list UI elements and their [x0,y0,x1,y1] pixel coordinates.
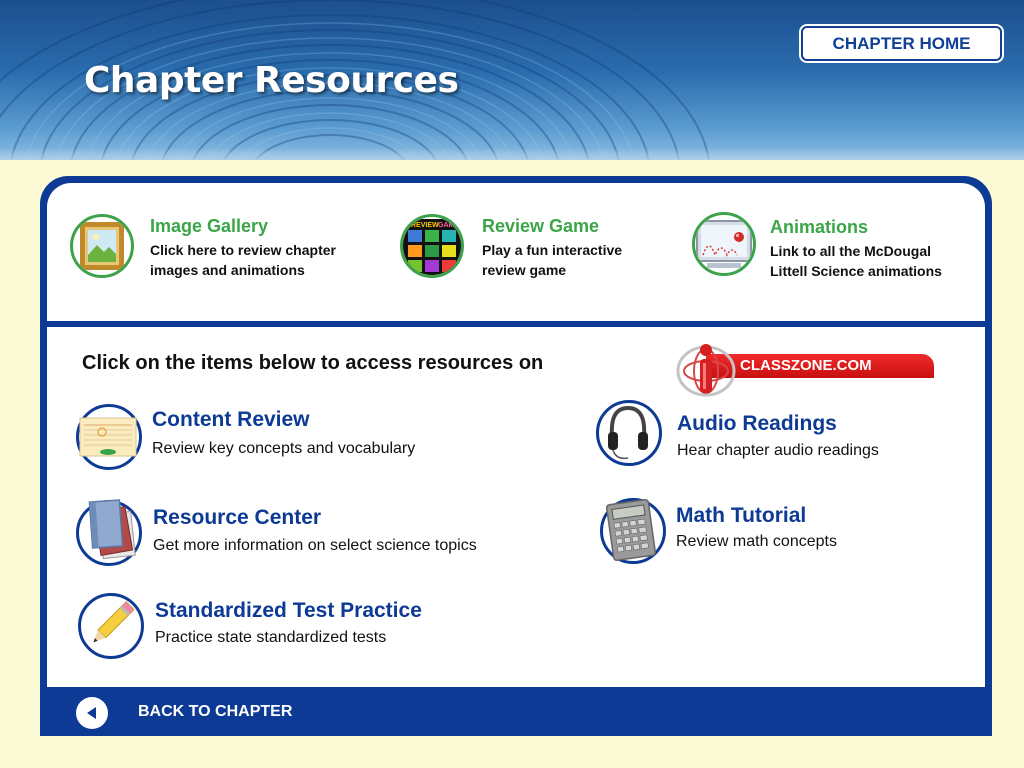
animations-link[interactable] [692,212,982,284]
audio-readings-desc: Hear chapter audio readings [677,442,879,459]
review-game-link[interactable] [400,212,650,284]
classzone-logo-link[interactable] [676,341,936,397]
back-arrow-icon [84,705,100,721]
page-title: Chapter Resources [84,60,459,101]
standardized-test-practice-desc: Practice state standardized tests [155,629,387,646]
note-card-icon [76,404,142,470]
animations-title: Animations [770,217,869,237]
image-gallery-link[interactable] [70,212,360,284]
math-tutorial-title: Math Tutorial [676,504,807,527]
math-tutorial-desc: Review math concepts [676,533,837,550]
pencil-icon [78,593,144,659]
back-to-chapter-button[interactable] [76,697,108,729]
audio-readings-link[interactable] [596,400,926,470]
math-tutorial-link[interactable] [600,498,900,568]
image-gallery-desc: Click here to review chapter images and animations [150,242,336,278]
content-review-desc: Review key concepts and vocabulary [152,440,416,457]
standardized-test-practice-title: Standardized Test Practice [155,599,422,622]
header-shine [0,148,1024,160]
headphones-icon [596,400,662,466]
classzone-globe-icon [676,341,736,397]
image-gallery-title: Image Gallery [150,216,269,236]
standardized-test-practice-link[interactable] [78,593,478,663]
resource-center-link[interactable] [76,498,536,568]
books-icon [76,500,142,566]
resource-center-desc: Get more information on select science topics [153,537,477,554]
picture-frame-icon [70,214,134,278]
review-game-desc: Play a fun interactive review game [482,242,623,278]
animations-desc: Link to all the McDougal Littell Science animations [770,243,942,279]
audio-readings-title: Audio Readings [677,412,837,435]
classzone-label: CLASSZONE.COM [740,357,872,374]
calculator-icon [600,498,666,564]
chapter-home-button[interactable]: CHAPTER HOME [801,26,1002,61]
resource-center-title: Resource Center [153,506,322,529]
review-game-title: Review Game [482,216,600,236]
svg-text:REVIEW: REVIEW [411,222,439,229]
classzone-prompt: Click on the items below to access resources on [82,352,544,374]
content-review-link[interactable] [76,404,496,474]
animation-screen-icon [692,212,756,276]
svg-text:GAME: GAME [438,222,459,229]
review-game-board-icon [400,214,464,278]
back-to-chapter-label[interactable]: BACK TO CHAPTER [138,703,293,720]
content-review-title: Content Review [152,408,310,431]
